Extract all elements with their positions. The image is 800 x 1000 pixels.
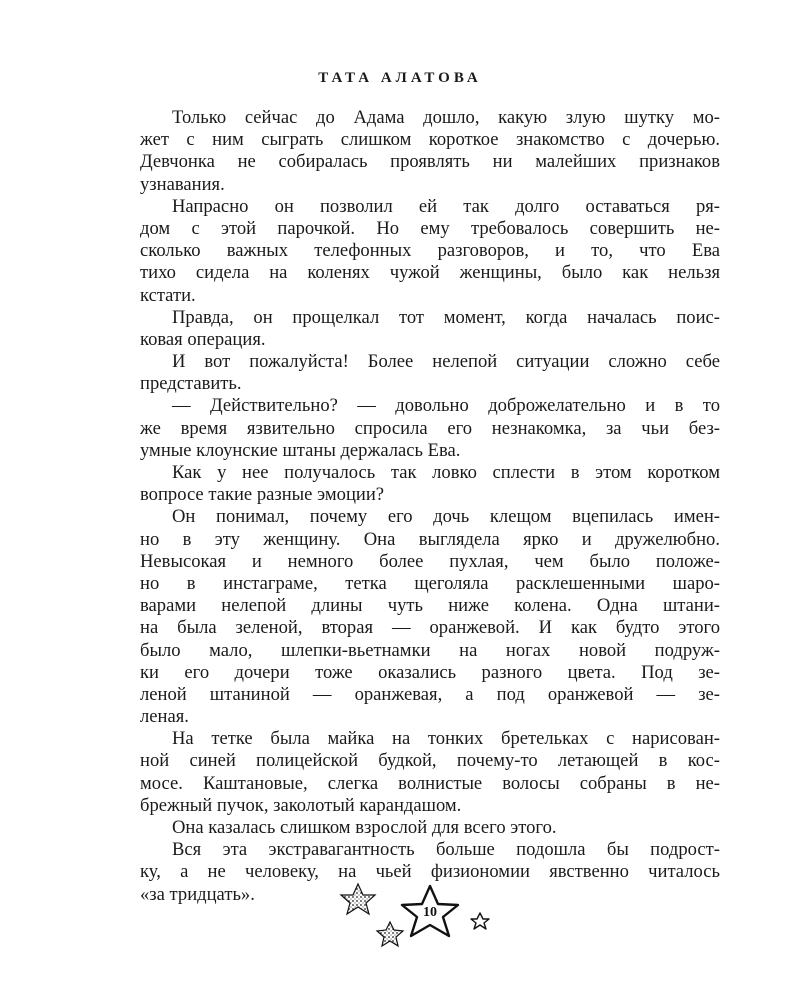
text-line: ки его дочери тоже оказались разного цвета. Под зе- xyxy=(140,661,720,683)
text-line: Девчонка не собиралась проявлять ни малейших признаков xyxy=(140,151,720,173)
text-line: ной синей полицейской будкой, почему-то летающей в кос- xyxy=(140,750,720,772)
text-line: на была зеленой, вторая — оранжевой. И как будто этого xyxy=(140,617,720,639)
text-line: жет с ним сыграть слишком короткое знакомство с дочерью. xyxy=(140,129,720,151)
text-line: Он понимал, почему его дочь клещом вцепилась имен- xyxy=(172,506,720,528)
text-line: но в инстаграме, тетка щеголяла расклешенными шаро- xyxy=(140,572,720,594)
text-line: — Действительно? — довольно доброжелательно и в то xyxy=(172,395,720,417)
text-line: сколько важных телефонных разговоров, и то, что Ева xyxy=(140,240,720,262)
text-line: Как у нее получалось так ловко сплести в этом коротком xyxy=(172,462,720,483)
text-line: «за тридцать». xyxy=(140,883,255,905)
text-line: Только сейчас до Адама дошло, какую злую шутку мо- xyxy=(172,107,720,128)
text-line: мосе. Каштановые, слегка волнистые волосы собраны в не- xyxy=(140,772,720,794)
running-head: ТАТА АЛАТОВА xyxy=(318,70,482,86)
text-line: Напрасно он позволил ей так долго оставаться ря- xyxy=(172,195,720,217)
text-line: варами нелепой длины чуть ниже колена. Одна штани- xyxy=(140,595,720,617)
text-line: представить. xyxy=(140,373,242,395)
star-tiny-right-icon xyxy=(471,913,489,929)
page-number: 10 xyxy=(423,905,437,920)
text-line: Правда, он прощелкал тот момент, когда началась поис- xyxy=(172,306,720,328)
text-line: Невысокая и немного более пухлая, чем было положе- xyxy=(140,550,720,572)
text-line: же время язвительно спросила его незнакомка, за чьи без- xyxy=(140,417,720,439)
text-line: тихо сидела на коленях чужой женщины, было как нельзя xyxy=(140,262,720,284)
text-line: ковая операция. xyxy=(140,328,266,350)
text-line: кстати. xyxy=(140,284,196,306)
text-line: умные клоунские штаны держалась Ева. xyxy=(140,439,461,461)
text-line: узнавания. xyxy=(140,173,225,195)
star-small-bottom-icon xyxy=(377,922,403,946)
star-small-left-icon xyxy=(341,884,375,914)
text-line: но в эту женщину. Она выглядела ярко и дружелюбно. xyxy=(140,528,720,550)
text-line: ку, а не человеку, на чьей физиономии явственно читалось xyxy=(140,861,720,883)
text-line: было мало, шлепки-вьетнамки на ногах новой подруж- xyxy=(140,639,720,661)
text-line: дом с этой парочкой. Но ему требовалось совершить не- xyxy=(140,217,720,239)
text-line: вопросе такие разные эмоции? xyxy=(140,484,385,506)
text-line: леной штаниной — оранжевая, а под оранжевой — зе- xyxy=(140,683,720,705)
text-line: На тетке была майка на тонких бретельках с нарисован- xyxy=(172,728,720,750)
body-text xyxy=(140,107,720,906)
text-line: И вот пожалуйста! Более нелепой ситуации сложно себе xyxy=(172,351,720,373)
text-line: Вся эта экстравагантность больше подошла бы подрост- xyxy=(172,839,720,861)
text-line: Она казалась слишком взрослой для всего этого. xyxy=(172,817,557,838)
text-line: брежный пучок, заколотый карандашом. xyxy=(140,794,462,816)
text-line: леная. xyxy=(140,706,189,728)
